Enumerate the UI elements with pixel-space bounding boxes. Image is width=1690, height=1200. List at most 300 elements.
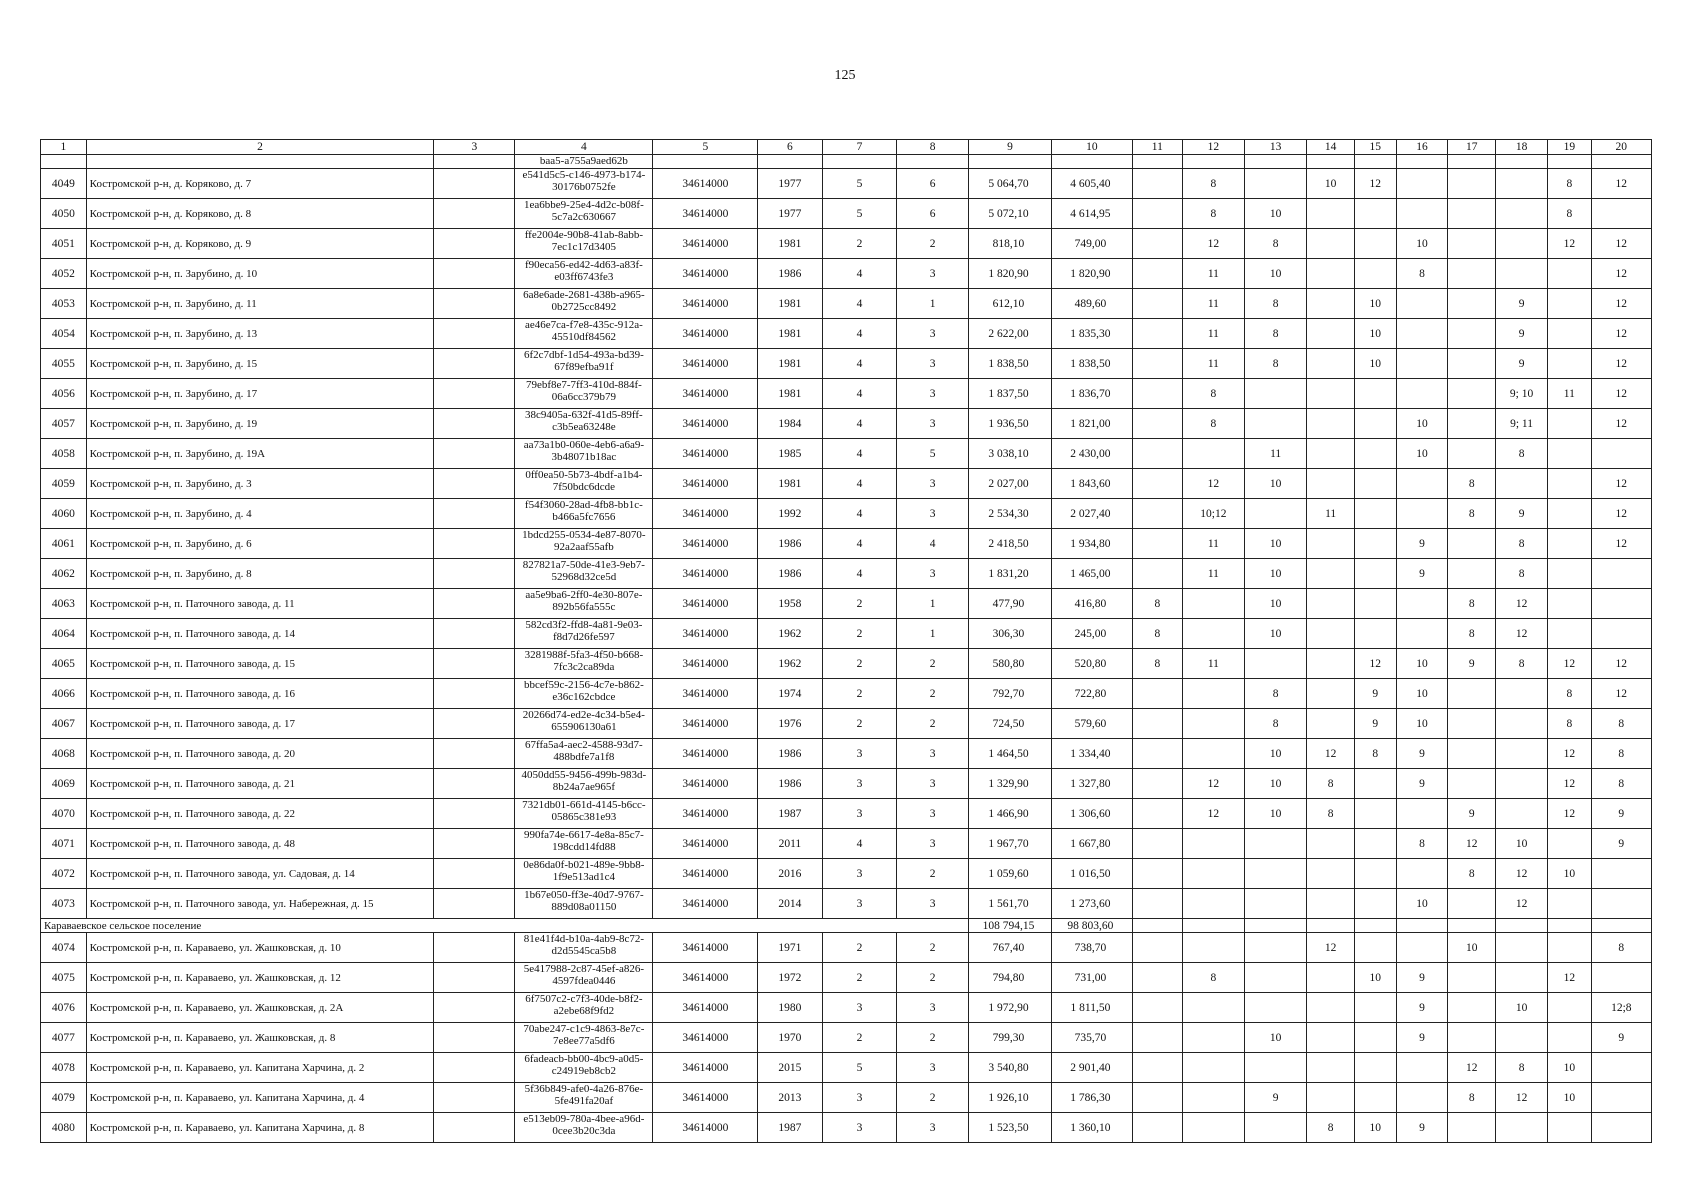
- empty-cell: [1448, 919, 1496, 933]
- address: Костромской р-н, п. Зарубино, д. 19: [86, 409, 434, 439]
- address: Костромской р-н, д. Коряково, д. 9: [86, 229, 434, 259]
- floors: 2: [822, 963, 897, 993]
- build-year: 1958: [758, 589, 822, 619]
- col-3: [434, 289, 515, 319]
- section-living-area: 98 803,60: [1051, 919, 1132, 933]
- col-13: 8: [1244, 319, 1306, 349]
- fias-guid: baa5-a755a9aed62b: [515, 155, 653, 169]
- col-12: 11: [1182, 259, 1244, 289]
- col-12: 8: [1182, 963, 1244, 993]
- col-11: [1132, 349, 1182, 379]
- living-area: 1 360,10: [1051, 1113, 1132, 1143]
- col-11: [1132, 1113, 1182, 1143]
- col-15: [1354, 799, 1396, 829]
- oktmo-code: 34614000: [653, 1113, 758, 1143]
- floors: [822, 155, 897, 169]
- empty-cell: [1396, 919, 1448, 933]
- address: Костромской р-н, п. Паточного завода, д. 21: [86, 769, 434, 799]
- col-19: [1548, 259, 1592, 289]
- living-area: 1 306,60: [1051, 799, 1132, 829]
- fias-guid: 67ffa5a4-aec2-4588-93d7-488bdfe7a1f8: [515, 739, 653, 769]
- col-15: [1354, 469, 1396, 499]
- col-12: [1182, 679, 1244, 709]
- living-area: 2 430,00: [1051, 439, 1132, 469]
- col-12: 11: [1182, 289, 1244, 319]
- col-16: 9: [1396, 739, 1448, 769]
- build-year: 1971: [758, 933, 822, 963]
- col-19: 11: [1548, 379, 1592, 409]
- col-16: 9: [1396, 769, 1448, 799]
- col-18: [1496, 229, 1548, 259]
- col-15: [1354, 409, 1396, 439]
- col-13: [1244, 379, 1306, 409]
- col-14: [1307, 259, 1355, 289]
- oktmo-code: 34614000: [653, 829, 758, 859]
- entrances: 6: [897, 199, 969, 229]
- total-area: 306,30: [968, 619, 1051, 649]
- floors: 3: [822, 1113, 897, 1143]
- col-13: 8: [1244, 289, 1306, 319]
- col-18: [1496, 769, 1548, 799]
- floors: 4: [822, 259, 897, 289]
- row-number: 4056: [41, 379, 87, 409]
- address: Костромской р-н, д. Коряково, д. 8: [86, 199, 434, 229]
- address: Костромской р-н, п. Зарубино, д. 11: [86, 289, 434, 319]
- col-3: [434, 229, 515, 259]
- fias-guid: e513eb09-780a-4bee-a96d-0cee3b20c3da: [515, 1113, 653, 1143]
- col-13: 9: [1244, 1083, 1306, 1113]
- col-17: 12: [1448, 829, 1496, 859]
- col-14: 8: [1307, 769, 1355, 799]
- table-row: [41, 619, 1652, 649]
- col-15: [1354, 229, 1396, 259]
- col-19: 10: [1548, 1053, 1592, 1083]
- col-16: [1396, 155, 1448, 169]
- col-11: [1132, 439, 1182, 469]
- total-area: 1 329,90: [968, 769, 1051, 799]
- col-14: [1307, 1053, 1355, 1083]
- build-year: 1986: [758, 259, 822, 289]
- col-18: [1496, 169, 1548, 199]
- entrances: 3: [897, 379, 969, 409]
- oktmo-code: 34614000: [653, 439, 758, 469]
- fias-guid: 20266d74-ed2e-4c34-b5e4-655906130a61: [515, 709, 653, 739]
- column-header: 11: [1132, 140, 1182, 155]
- col-19: 12: [1548, 799, 1592, 829]
- col-17: 8: [1448, 1083, 1496, 1113]
- col-13: [1244, 993, 1306, 1023]
- column-header: 16: [1396, 140, 1448, 155]
- fias-guid: 6fadeacb-bb00-4bc9-a0d5-c24919eb8cb2: [515, 1053, 653, 1083]
- build-year: 1981: [758, 349, 822, 379]
- col-15: [1354, 589, 1396, 619]
- table-row: [41, 933, 1652, 963]
- col-14: [1307, 199, 1355, 229]
- total-area: 3 540,80: [968, 1053, 1051, 1083]
- col-3: [434, 799, 515, 829]
- build-year: 1986: [758, 559, 822, 589]
- column-header: 18: [1496, 140, 1548, 155]
- floors: 2: [822, 709, 897, 739]
- fias-guid: bbcef59c-2156-4c7e-b862-e36c162cbdce: [515, 679, 653, 709]
- total-area: 612,10: [968, 289, 1051, 319]
- col-15: 10: [1354, 1113, 1396, 1143]
- table-row: [41, 889, 1652, 919]
- address: [86, 155, 434, 169]
- total-area: 2 027,00: [968, 469, 1051, 499]
- col-13: 10: [1244, 259, 1306, 289]
- column-header: 7: [822, 140, 897, 155]
- table-row: [41, 559, 1652, 589]
- col-18: [1496, 469, 1548, 499]
- col-15: [1354, 1053, 1396, 1083]
- oktmo-code: 34614000: [653, 889, 758, 919]
- col-11: [1132, 319, 1182, 349]
- col-18: [1496, 199, 1548, 229]
- col-16: [1396, 199, 1448, 229]
- living-area: 1 838,50: [1051, 349, 1132, 379]
- entrances: 1: [897, 619, 969, 649]
- col-3: [434, 559, 515, 589]
- col-11: [1132, 933, 1182, 963]
- column-header: 14: [1307, 140, 1355, 155]
- col-15: [1354, 529, 1396, 559]
- col-12: 11: [1182, 319, 1244, 349]
- oktmo-code: 34614000: [653, 709, 758, 739]
- col-16: 8: [1396, 259, 1448, 289]
- col-16: 9: [1396, 1023, 1448, 1053]
- col-11: [1132, 769, 1182, 799]
- col-18: 8: [1496, 1053, 1548, 1083]
- col-18: 9; 10: [1496, 379, 1548, 409]
- floors: 3: [822, 1083, 897, 1113]
- build-year: 1980: [758, 993, 822, 1023]
- total-area: 767,40: [968, 933, 1051, 963]
- col-13: 10: [1244, 469, 1306, 499]
- col-13: [1244, 963, 1306, 993]
- col-15: [1354, 499, 1396, 529]
- col-17: [1448, 409, 1496, 439]
- col-20: 12: [1591, 499, 1651, 529]
- col-12: [1182, 739, 1244, 769]
- empty-cell: [1132, 919, 1182, 933]
- empty-cell: [1244, 919, 1306, 933]
- address: Костромской р-н, п. Караваево, ул. Жашковская, д. 8: [86, 1023, 434, 1053]
- fias-guid: ffe2004e-90b8-41ab-8abb-7ec1c17d3405: [515, 229, 653, 259]
- col-17: [1448, 289, 1496, 319]
- col-20: 12: [1591, 319, 1651, 349]
- empty-cell: [1307, 919, 1355, 933]
- living-area: [1051, 155, 1132, 169]
- floors: 4: [822, 529, 897, 559]
- col-16: [1396, 169, 1448, 199]
- col-13: 10: [1244, 799, 1306, 829]
- col-17: 8: [1448, 469, 1496, 499]
- total-area: 477,90: [968, 589, 1051, 619]
- col-11: [1132, 859, 1182, 889]
- col-20: 12: [1591, 379, 1651, 409]
- col-18: 10: [1496, 829, 1548, 859]
- entrances: 3: [897, 799, 969, 829]
- floors: 4: [822, 379, 897, 409]
- col-15: [1354, 859, 1396, 889]
- col-17: [1448, 229, 1496, 259]
- col-16: 9: [1396, 559, 1448, 589]
- address: Костромской р-н, п. Паточного завода, д. 15: [86, 649, 434, 679]
- col-16: [1396, 289, 1448, 319]
- oktmo-code: 34614000: [653, 859, 758, 889]
- total-area: 2 622,00: [968, 319, 1051, 349]
- row-number: 4053: [41, 289, 87, 319]
- col-12: 8: [1182, 379, 1244, 409]
- col-13: [1244, 1113, 1306, 1143]
- col-18: [1496, 963, 1548, 993]
- living-area: 2 027,40: [1051, 499, 1132, 529]
- row-number: 4060: [41, 499, 87, 529]
- col-15: [1354, 439, 1396, 469]
- address: Костромской р-н, п. Караваево, ул. Жашковская, д. 2А: [86, 993, 434, 1023]
- row-number: 4077: [41, 1023, 87, 1053]
- oktmo-code: 34614000: [653, 409, 758, 439]
- living-area: 1 786,30: [1051, 1083, 1132, 1113]
- col-11: [1132, 889, 1182, 919]
- col-19: [1548, 619, 1592, 649]
- col-12: [1182, 1053, 1244, 1083]
- col-11: 8: [1132, 619, 1182, 649]
- row-number: 4079: [41, 1083, 87, 1113]
- col-20: 12: [1591, 469, 1651, 499]
- col-12: 11: [1182, 649, 1244, 679]
- entrances: 2: [897, 963, 969, 993]
- build-year: 1977: [758, 199, 822, 229]
- total-area: 1 831,20: [968, 559, 1051, 589]
- col-14: [1307, 349, 1355, 379]
- col-12: [1182, 155, 1244, 169]
- fias-guid: 990fa74e-6617-4e8a-85c7-198cdd14fd88: [515, 829, 653, 859]
- entrances: 3: [897, 469, 969, 499]
- entrances: 1: [897, 289, 969, 319]
- table-row: [41, 859, 1652, 889]
- fias-guid: 6a8e6ade-2681-438b-a965-0b2725cc8492: [515, 289, 653, 319]
- col-19: [1548, 559, 1592, 589]
- col-19: 10: [1548, 1083, 1592, 1113]
- col-20: [1591, 963, 1651, 993]
- col-15: 10: [1354, 349, 1396, 379]
- col-13: 8: [1244, 229, 1306, 259]
- col-14: [1307, 709, 1355, 739]
- col-17: 9: [1448, 649, 1496, 679]
- column-header: 15: [1354, 140, 1396, 155]
- total-area: 580,80: [968, 649, 1051, 679]
- col-12: [1182, 889, 1244, 919]
- entrances: 4: [897, 529, 969, 559]
- col-20: 9: [1591, 799, 1651, 829]
- col-14: 11: [1307, 499, 1355, 529]
- oktmo-code: 34614000: [653, 559, 758, 589]
- col-17: [1448, 889, 1496, 919]
- entrances: 2: [897, 229, 969, 259]
- table-row: [41, 709, 1652, 739]
- col-15: [1354, 1023, 1396, 1053]
- col-19: [1548, 1113, 1592, 1143]
- living-area: 1 327,80: [1051, 769, 1132, 799]
- col-12: 10;12: [1182, 499, 1244, 529]
- row-number: 4062: [41, 559, 87, 589]
- row-number: 4073: [41, 889, 87, 919]
- col-14: [1307, 289, 1355, 319]
- row-number: 4064: [41, 619, 87, 649]
- col-15: 8: [1354, 739, 1396, 769]
- col-16: [1396, 469, 1448, 499]
- col-12: 8: [1182, 169, 1244, 199]
- oktmo-code: 34614000: [653, 229, 758, 259]
- column-header: 3: [434, 140, 515, 155]
- col-11: [1132, 1083, 1182, 1113]
- col-17: [1448, 963, 1496, 993]
- living-area: 1 465,00: [1051, 559, 1132, 589]
- col-19: [1548, 529, 1592, 559]
- col-16: [1396, 619, 1448, 649]
- col-13: 10: [1244, 1023, 1306, 1053]
- col-3: [434, 739, 515, 769]
- empty-cell: [1591, 919, 1651, 933]
- col-20: 9: [1591, 829, 1651, 859]
- entrances: 2: [897, 709, 969, 739]
- total-area: 1 464,50: [968, 739, 1051, 769]
- section-row: [41, 919, 1652, 933]
- entrances: 3: [897, 409, 969, 439]
- col-19: [1548, 349, 1592, 379]
- floors: 4: [822, 319, 897, 349]
- address: Костромской р-н, п. Паточного завода, д. 14: [86, 619, 434, 649]
- col-12: [1182, 829, 1244, 859]
- housing-registry-table: [40, 139, 1652, 1143]
- table-body: [41, 155, 1652, 1143]
- col-16: [1396, 933, 1448, 963]
- floors: 3: [822, 739, 897, 769]
- fias-guid: 79ebf8e7-7ff3-410d-884f-06a6cc379b79: [515, 379, 653, 409]
- col-18: 9: [1496, 319, 1548, 349]
- oktmo-code: 34614000: [653, 349, 758, 379]
- col-15: 9: [1354, 679, 1396, 709]
- col-3: [434, 169, 515, 199]
- address: Костромской р-н, п. Зарубино, д. 3: [86, 469, 434, 499]
- oktmo-code: 34614000: [653, 499, 758, 529]
- living-area: 4 614,95: [1051, 199, 1132, 229]
- build-year: 1976: [758, 709, 822, 739]
- row-number: 4059: [41, 469, 87, 499]
- oktmo-code: 34614000: [653, 963, 758, 993]
- column-header: 6: [758, 140, 822, 155]
- floors: 4: [822, 349, 897, 379]
- build-year: 2013: [758, 1083, 822, 1113]
- fias-guid: f54f3060-28ad-4fb8-bb1c-b466a5fc7656: [515, 499, 653, 529]
- col-16: [1396, 589, 1448, 619]
- address: Костромской р-н, п. Зарубино, д. 17: [86, 379, 434, 409]
- col-18: 12: [1496, 1083, 1548, 1113]
- build-year: 1962: [758, 649, 822, 679]
- address: Костромской р-н, п. Паточного завода, ул. Набережная, д. 15: [86, 889, 434, 919]
- column-header: 10: [1051, 140, 1132, 155]
- total-area: 1 561,70: [968, 889, 1051, 919]
- oktmo-code: 34614000: [653, 1083, 758, 1113]
- oktmo-code: 34614000: [653, 319, 758, 349]
- col-14: [1307, 993, 1355, 1023]
- col-19: 8: [1548, 199, 1592, 229]
- living-area: 1 811,50: [1051, 993, 1132, 1023]
- col-11: [1132, 409, 1182, 439]
- col-11: [1132, 229, 1182, 259]
- build-year: 1986: [758, 739, 822, 769]
- empty-cell: [1354, 919, 1396, 933]
- total-area: 724,50: [968, 709, 1051, 739]
- col-16: 9: [1396, 993, 1448, 1023]
- col-20: 12: [1591, 349, 1651, 379]
- total-area: 1 059,60: [968, 859, 1051, 889]
- col-3: [434, 859, 515, 889]
- col-13: 10: [1244, 769, 1306, 799]
- entrances: 3: [897, 739, 969, 769]
- col-3: [434, 993, 515, 1023]
- col-20: 12: [1591, 289, 1651, 319]
- floors: 4: [822, 499, 897, 529]
- col-13: [1244, 169, 1306, 199]
- col-18: 10: [1496, 993, 1548, 1023]
- fias-guid: aa5e9ba6-2ff0-4e30-807e-892b56fa555c: [515, 589, 653, 619]
- floors: 5: [822, 199, 897, 229]
- fias-guid: 0e86da0f-b021-489e-9bb8-1f9e513ad1c4: [515, 859, 653, 889]
- table-row: [41, 409, 1652, 439]
- col-3: [434, 709, 515, 739]
- living-area: 1 334,40: [1051, 739, 1132, 769]
- col-20: 9: [1591, 1023, 1651, 1053]
- fias-guid: 1ea6bbe9-25e4-4d2c-b08f-5c7a2c630667: [515, 199, 653, 229]
- col-3: [434, 469, 515, 499]
- total-area: 1 972,90: [968, 993, 1051, 1023]
- col-15: [1354, 829, 1396, 859]
- col-13: 10: [1244, 589, 1306, 619]
- col-11: [1132, 499, 1182, 529]
- table-row: [41, 289, 1652, 319]
- entrances: 3: [897, 1053, 969, 1083]
- col-17: [1448, 155, 1496, 169]
- col-16: 10: [1396, 229, 1448, 259]
- total-area: 5 064,70: [968, 169, 1051, 199]
- floors: 4: [822, 829, 897, 859]
- col-18: 8: [1496, 559, 1548, 589]
- living-area: 1 273,60: [1051, 889, 1132, 919]
- col-11: 8: [1132, 589, 1182, 619]
- build-year: 1992: [758, 499, 822, 529]
- col-20: [1591, 439, 1651, 469]
- oktmo-code: 34614000: [653, 1053, 758, 1083]
- floors: 2: [822, 933, 897, 963]
- col-11: [1132, 739, 1182, 769]
- col-17: 8: [1448, 589, 1496, 619]
- col-12: [1182, 859, 1244, 889]
- table-row: [41, 1023, 1652, 1053]
- oktmo-code: 34614000: [653, 1023, 758, 1053]
- col-16: [1396, 799, 1448, 829]
- floors: 5: [822, 1053, 897, 1083]
- living-area: 2 901,40: [1051, 1053, 1132, 1083]
- living-area: 1 821,00: [1051, 409, 1132, 439]
- living-area: 1 016,50: [1051, 859, 1132, 889]
- living-area: 749,00: [1051, 229, 1132, 259]
- col-14: [1307, 649, 1355, 679]
- row-number: 4068: [41, 739, 87, 769]
- col-19: [1548, 409, 1592, 439]
